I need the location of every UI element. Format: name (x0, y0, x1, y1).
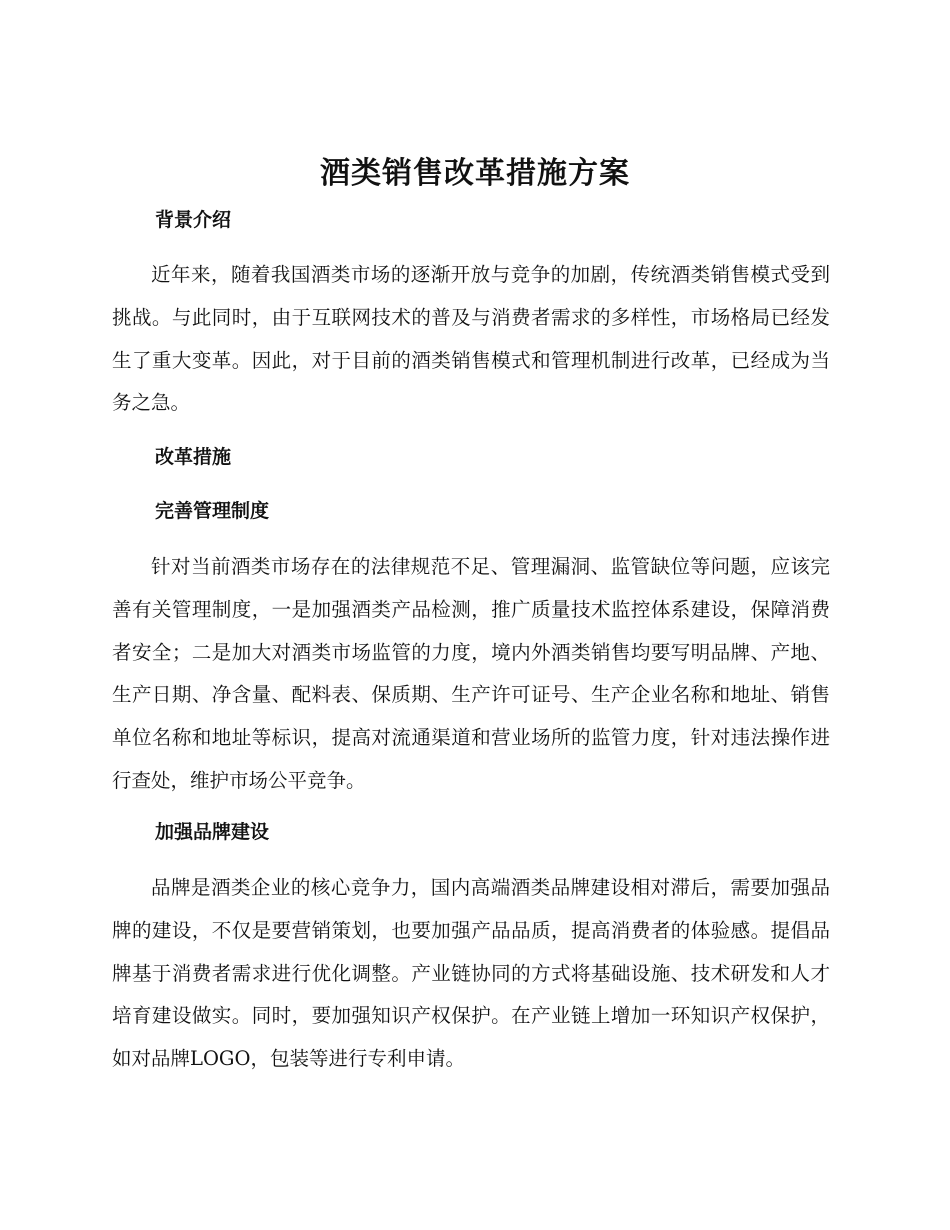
section-heading-management-system: 完善管理制度 (155, 500, 270, 522)
section-paragraph-background: 近年来，随着我国酒类市场的逐渐开放与竞争的加剧，传统酒类销售模式受到挑战。与此同时，由于互联网技术的普及与消费者需求的多样性，市场格局已经发生了重大变革。因此，对于目前的酒类销售模式和管理机制进行改革，已经成为当务之急。 (112, 263, 830, 415)
section-heading-reform-measures: 改革措施 (155, 446, 232, 468)
section-paragraph-brand-building: 品牌是酒类企业的核心竞争力，国内高端酒类品牌建设相对滞后，需要加强品牌的建设，不仅是要营销策划，也要加强产品品质，提高消费者的体验感。提倡品牌基于消费者需求进行优化调整。产业链协同的方式将基础设施、技术研发和人才培育建设做实。同时，要加强知识产权保护。在产业链上增加一环知识产权保护，如对品牌LOGO，包装等进行专利申请。 (112, 876, 830, 1071)
section-heading-brand-building: 加强品牌建设 (155, 821, 270, 843)
section-heading-background: 背景介绍 (155, 209, 232, 231)
section-paragraph-management-system: 针对当前酒类市场存在的法律规范不足、管理漏洞、监管缺位等问题，应该完善有关管理制度，一是加强酒类产品检测，推广质量技术监控体系建设，保障消费者安全；二是加大对酒类市场监管的力度，境内外酒类销售均要写明品牌、产地、生产日期、净含量、配料表、保质期、生产许可证号、生产企业名称和地址、销售单位名称和地址等标识，提高对流通渠道和营业场所的监管力度，针对违法操作进行查处，维护市场公平竞争。 (112, 555, 830, 792)
document-title: 酒类销售改革措施方案 (320, 156, 630, 191)
